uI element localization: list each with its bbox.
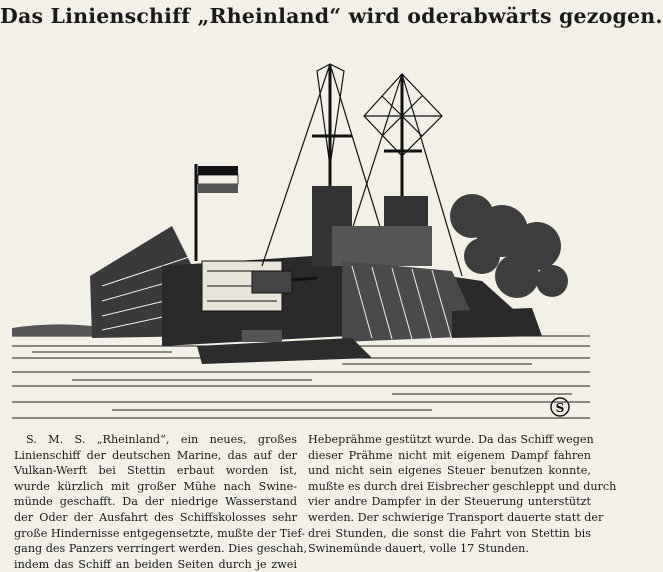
article-column-right bbox=[300, 432, 617, 558]
article-line: gang des Panzers verringert werden. Dies geschah, bbox=[14, 542, 308, 556]
ship-illustration bbox=[12, 46, 590, 428]
article-line: Linienschiff der deutschen Marine, das auf der bbox=[14, 448, 297, 462]
article-column-left bbox=[14, 432, 308, 571]
article-line: wurde kürzlich mit großer Mühe nach Swine- bbox=[14, 479, 297, 493]
article-line: münde geschafft. Da der niedrige Wasserstand bbox=[14, 495, 297, 509]
article-line: der Oder der Ausfahrt des Schiffskolosses sehr bbox=[14, 510, 297, 524]
article-line: vier andre Dampfer in der Steuerung unterstützt bbox=[308, 495, 591, 509]
icebreaker bbox=[452, 308, 542, 338]
article-line: Swinemünde dauert, volle 17 Stunden. bbox=[308, 542, 529, 556]
headline: Das Linienschiff „Rheinland“ wird oderabwärts gezogen. bbox=[0, 4, 663, 28]
article-text bbox=[14, 432, 617, 571]
article-line: und nicht sein eigenes Steuer benutzen konnte, bbox=[308, 464, 591, 478]
article-line: große Hindernisse entgegensetzte, mußte der Tief- bbox=[14, 526, 305, 540]
ship-engraving bbox=[12, 46, 590, 428]
article-line: S. M. S. „Rheinland“, ein neues, großes bbox=[26, 433, 297, 446]
svg-text:S: S bbox=[555, 401, 565, 415]
article-line: mußte es durch drei Eisbrecher geschleppt und durch bbox=[308, 479, 617, 493]
article-line: drei Stunden, die sonst die Fahrt von Stettin bis bbox=[308, 526, 591, 540]
article-line: indem das Schiff an beiden Seiten durch je zwei bbox=[14, 557, 297, 571]
article-line: Vulkan-Werft bei Stettin erbaut worden ist, bbox=[14, 464, 297, 478]
article-line: dieser Prähme nicht mit eigenem Dampf fahren bbox=[308, 448, 591, 462]
article-line: Hebeprähme gestützt wurde. Da das Schiff wegen bbox=[308, 433, 594, 446]
article-line: werden. Der schwierige Transport dauerte statt der bbox=[308, 510, 604, 524]
